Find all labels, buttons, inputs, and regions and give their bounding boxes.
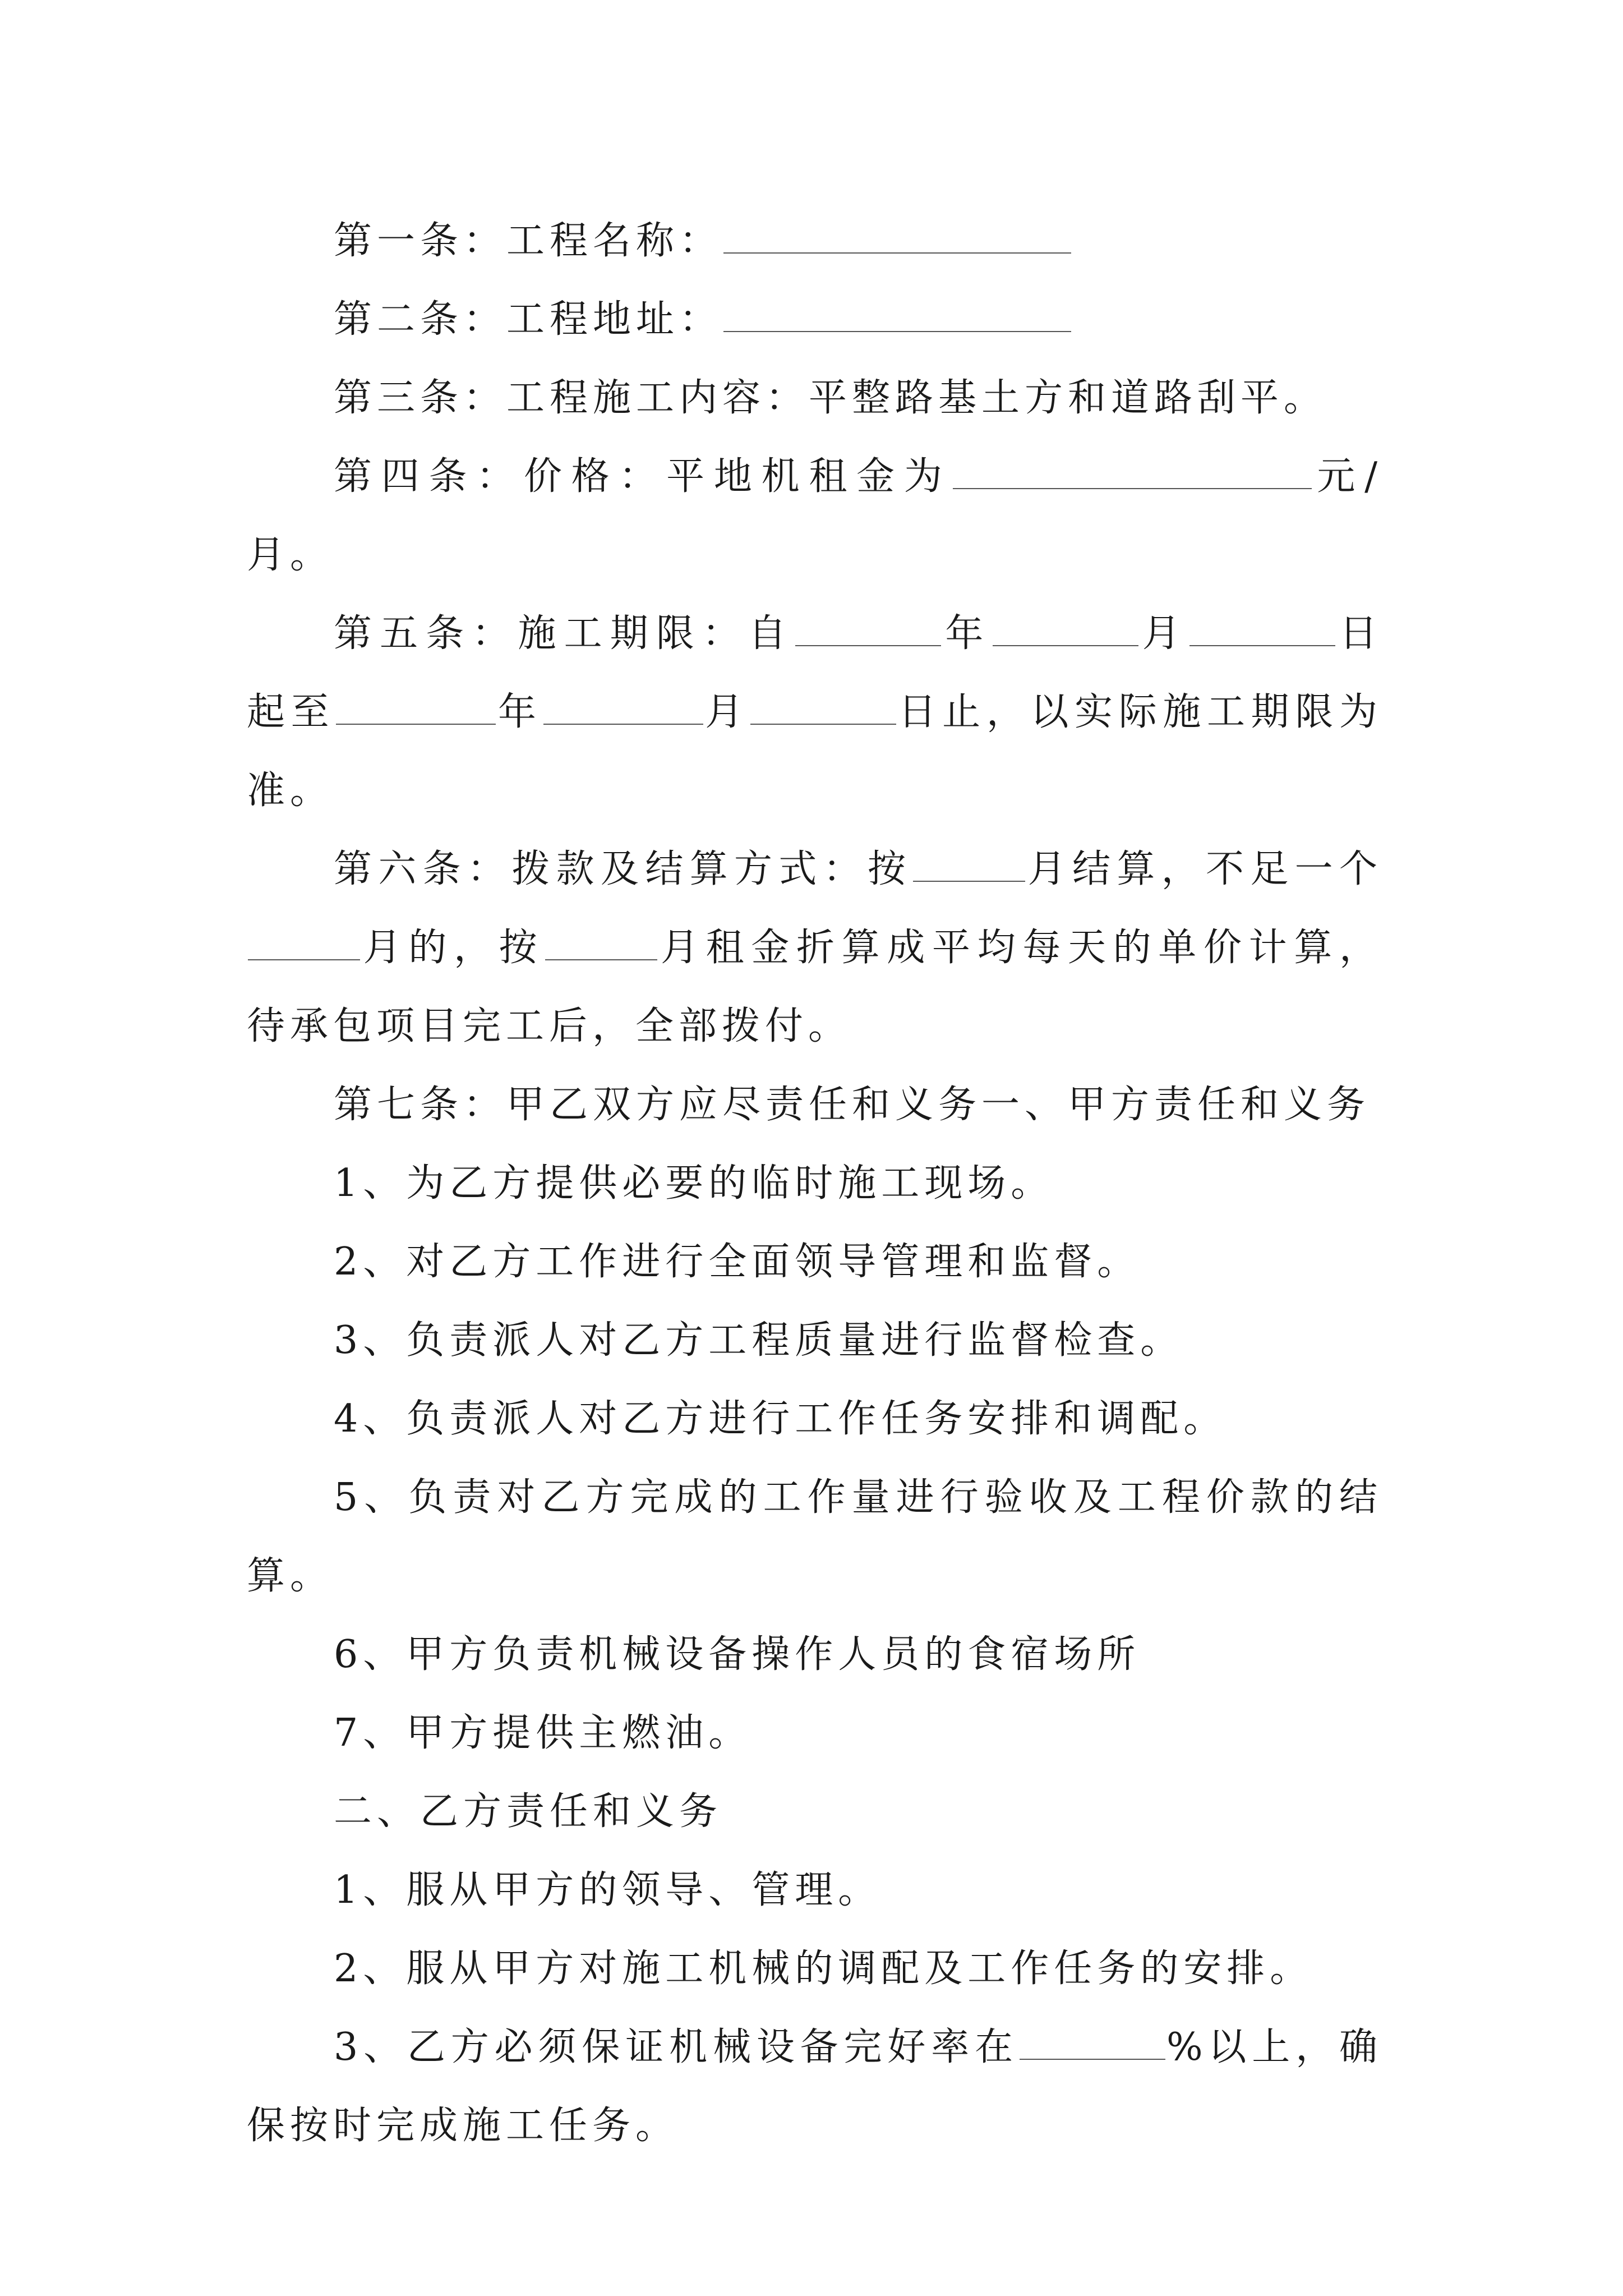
article-5-end: 日止，以实际施工期限为准。 [247,690,1382,813]
article-3: 第三条：工程施工内容：平整路基土方和道路刮平。 [334,376,1327,420]
rent-price-blank [953,449,1312,489]
start-day-blank [1189,606,1335,646]
article-1 [247,202,1382,280]
article-7: 第七条：甲乙双方应尽责任和义务一、甲方责任和义务 [334,1083,1371,1127]
party-b-item [247,2008,1382,2165]
party-b-item-3-before: 3、乙方必须保证机械设备完好率在 [334,2025,1018,2069]
project-name-blank [723,213,1071,254]
rent-period-blank [545,920,657,960]
party-b-item: 2、服从甲方对施工机械的调配及工作任务的安排。 [334,1947,1313,1991]
article-6 [247,830,1382,1066]
party-a-item: 3、负责派人对乙方工程质量进行监督检查。 [334,1318,1184,1363]
party-a-item: 4、负责派人对乙方进行工作任务安排和调配。 [334,1397,1227,1441]
end-day-blank [750,684,896,725]
party-a-item: 2、对乙方工作进行全面领导管理和监督。 [334,1240,1141,1284]
article-5 [247,595,1382,830]
start-month-blank [993,606,1138,646]
article-1-label: 第一条：工程名称： [334,219,723,263]
article-2-label: 第二条：工程地址： [334,297,723,342]
article-4 [247,438,1382,595]
party-a-item: 7、甲方提供主燃油。 [334,1711,752,1755]
end-month-blank [543,684,703,725]
end-year-label: 年 [497,690,542,734]
start-year-blank [795,606,941,646]
day-label: 日 [1336,611,1382,656]
month-label: 月 [1139,611,1188,656]
article-6-part2: 月结算，不足一个 [1026,847,1382,891]
party-a-item: 1、为乙方提供必要的临时施工现场。 [334,1161,1054,1205]
party-a-item: 6、甲方负责机械设备操作人员的食宿场所 [334,1632,1141,1677]
party-b-item-3-after: %以上，确保按时完成施工任务。 [247,2025,1382,2148]
article-6-part3: 月的，按 [361,926,545,970]
equipment-rate-blank [1020,2019,1165,2060]
contract-body [247,202,1382,2165]
settlement-period-blank [913,841,1025,882]
article-5-part1: 第五条：施工期限：自 [334,611,795,656]
partial-period-blank [248,920,360,960]
party-a-item: 5、负责对乙方完成的工作量进行验收及工程价款的结算。 [247,1475,1382,1598]
article-5-part2: 起至 [247,690,335,734]
article-4-after: 元/月。 [247,454,1382,577]
article-6-part4: 月租金折算成平均每天的单价计算，待承包项目完工后，全部拨付。 [247,926,1382,1048]
end-month-label: 月 [704,690,749,734]
article-2 [247,280,1382,359]
party-b-heading: 二、乙方责任和义务 [334,1789,723,1834]
year-label: 年 [942,611,992,656]
end-year-blank [336,684,496,725]
project-address-blank [723,292,1071,332]
article-6-part1: 第六条：拨款及结算方式：按 [334,847,912,891]
party-b-item: 1、服从甲方的领导、管理。 [334,1868,882,1912]
article-4-before: 第四条：价格：平地机租金为 [334,454,952,499]
